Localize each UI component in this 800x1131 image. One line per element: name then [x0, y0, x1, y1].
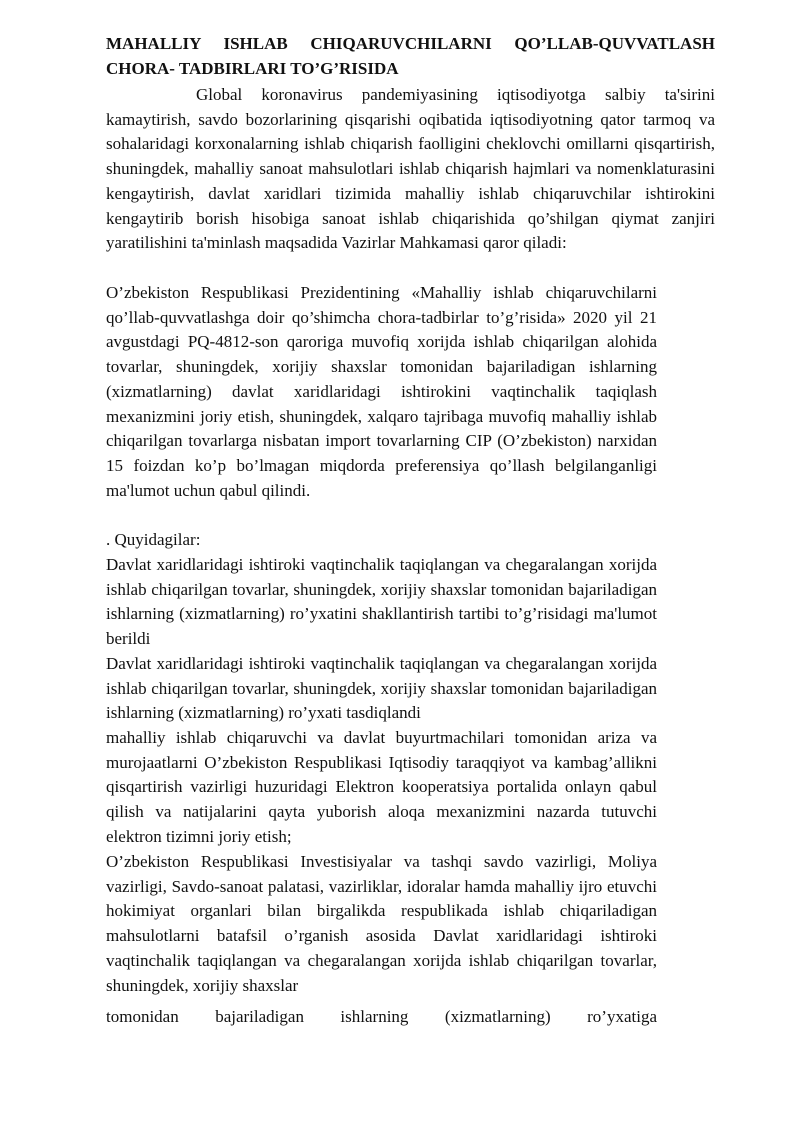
document-title: MAHALLIY ISHLAB CHIQARUVCHILARNI QO’LLAB-QUVVATLASH CHORA- TADBIRLARI TO’G’RISIDA	[106, 34, 715, 78]
paragraph-preamble: Global koronavirus pandemiyasining iqtisodiyotga salbiy ta'sirini kamaytirish, savdo bozorlarining qisqarishi oqibatida iqtisodiyotning qator tarmoq va sohalaridagi korxonalarning ishlab chiqarish faolligini cheklovchi omillarni qisqartirish, shuningdek, mahalliy sanoat mahsulotlari ishlab chiqarish hajmlari va nomenklaturasini kengaytirish, davlat xaridlari tizimida mahalliy ishlab chiqaruvchilar ishtirokini kengaytirib borish hisobiga sanoat ishlab chiqarishida qo’shilgan qiymat zanjiri yaratilishini ta'minlash maqsadida Vazirlar Mahkamasi qaror qiladi:	[106, 85, 715, 253]
paragraph-electronic-system: mahalliy ishlab chiqaruvchi va davlat buyurtmachilari tomonidan ariza va murojaatlarni O’zbekiston Respublikasi Iqtisodiy taraqqiyot va kambag’allikni qisqartirish vazirligi huzuridagi Elektron kooperatsiya portalida onlayn qabul qilish va natijalarini qayta yuborish aloqa mexanizmini nazarda tutuvchi elektron tizimni joriy etish;	[106, 728, 657, 846]
paragraph-list-approved: Davlat xaridlaridagi ishtiroki vaqtinchalik taqiqlangan va chegaralangan xorijda ishlab chiqarilgan tovarlar, shuningdek, xorijiy shaxslar tomonidan bajariladigan ishlarning (xizmatlarning) ro’yxati tasdiqlandi	[106, 654, 657, 723]
paragraph-continuation: tomonidan bajariladigan ishlarning (xizmatlarning) ro’yxatiga	[106, 1007, 657, 1026]
paragraph-decree-reference: O’zbekiston Respublikasi Prezidentining «Mahalliy ishlab chiqaruvchilarni qo’llab-quvvatlashga doir qo’shimcha chora-tadbirlar to’g’risida» 2020 yil 21 avgustdagi PQ-4812-son qaroriga muvofiq xorijda ishlab chiqarilgan alohida tovarlar, shuningdek, xorijiy shaxslar tomonidan bajariladigan ishlarning (xizmatlarning) davlat xaridlaridagi ishtirokini vaqtinchalik taqiqlash mexanizmini joriy etish, shuningdek, xalqaro tajribaga muvofiq mahalliy ishlab chiqarilgan tovarlarga nisbatan import tovarlarning CIP (O’zbekiston) narxidan 15 foizdan ko’p bo’lmagan miqdorda preferensiya qo’llash belgilanganligi ma'lumot uchun qabul qilindi.	[106, 283, 657, 500]
paragraph-ministries: O’zbekiston Respublikasi Investisiyalar va tashqi savdo vazirligi, Moliya vazirligi, Savdo-sanoat palatasi, vazirliklar, idoralar hamda mahalliy ijro etuvchi hokimiyat organlari bilan birgalikda respublikada ishlab chiqariladigan mahsulotlarni batafsil o’rganish asosida Davlat xaridlaridagi ishtiroki vaqtinchalik taqiqlangan va chegaralangan xorijda ishlab chiqarilgan tovarlar, shuningdek, xorijiy shaxslar	[106, 852, 657, 995]
paragraph-following-items: . Quyidagilar:	[106, 530, 201, 549]
paragraph-list-order: Davlat xaridlaridagi ishtiroki vaqtinchalik taqiqlangan va chegaralangan xorijda ishlab chiqarilgan tovarlar, shuningdek, xorijiy shaxslar tomonidan bajariladigan ishlarning (xizmatlarning) ro’yxatini shakllantirish tartibi to’g’risidagi ma'lumot berildi	[106, 555, 657, 649]
